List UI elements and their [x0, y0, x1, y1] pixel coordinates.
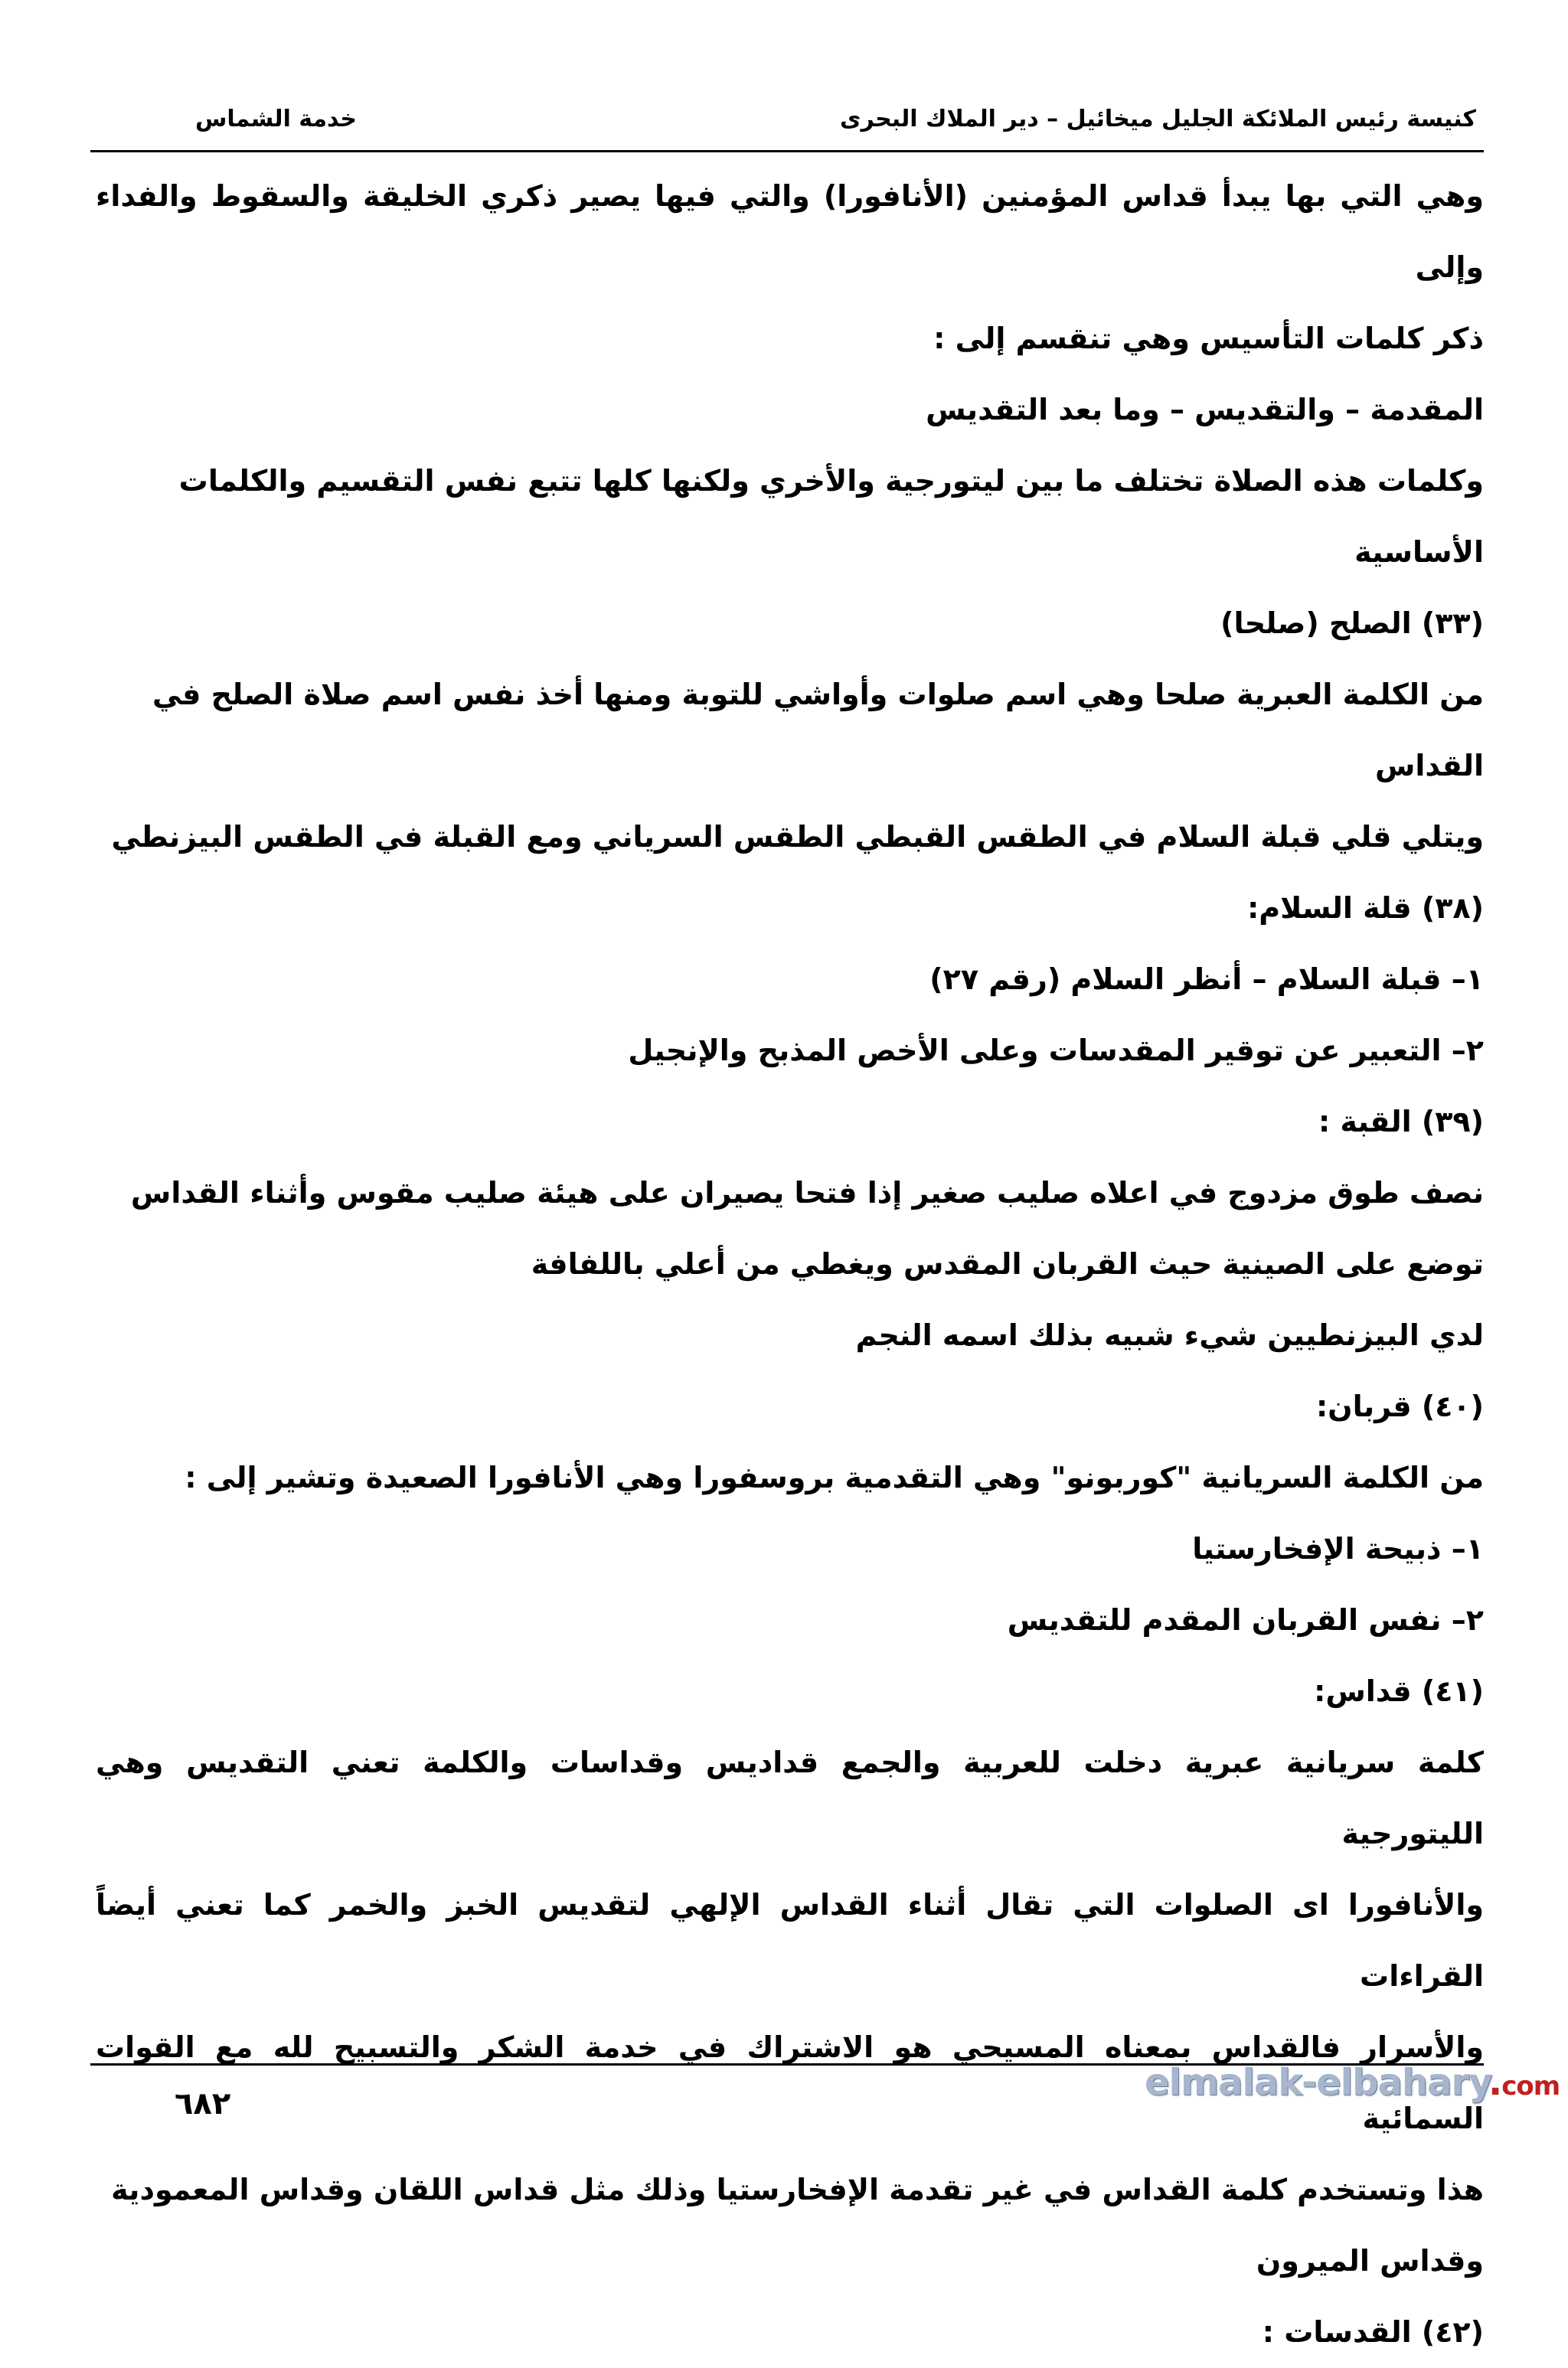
text-line: من الكلمة العبرية صلحا وهي اسم صلوات وأواشي للتوبة ومنها أخذ نفس اسم صلاة الصلح في	[152, 678, 1484, 711]
site-logo-dot: .	[1488, 2061, 1502, 2104]
text-line: المقدمة – والتقديس – وما بعد التقديس	[926, 393, 1484, 426]
body-text	[96, 161, 1484, 2368]
list-item: ١– ذبيحة الإفخارستيا	[1192, 1532, 1484, 1566]
section-heading: (٤١) قداس:	[1314, 1674, 1484, 1708]
text-line: نصف طوق مزدوج في اعلاه صليب صغير إذا فتحا يصيران على هيئة صليب مقوس وأثناء القداس	[130, 1176, 1484, 1210]
text-line: وهي التي بها يبدأ قداس المؤمنين (الأنافورا) والتي فيها يصير ذكري الخليقة والسقوط والفداء وإلى	[96, 179, 1484, 284]
text-line: هذا وتستخدم كلمة القداس في غير تقدمة الإفخارستيا وذلك مثل قداس اللقان وقداس المعمودية	[111, 2173, 1484, 2206]
list-item: ٢– نفس القربان المقدم للتقديس	[1007, 1603, 1484, 1637]
list-item: ٢– التعبير عن توقير المقدسات وعلى الأخص المذبح والإنجيل	[628, 1034, 1484, 1067]
section-heading: (٣٩) القبة :	[1318, 1105, 1484, 1138]
site-logo	[1145, 2061, 1560, 2115]
section-heading: (٣٣) الصلح (صلحا)	[1220, 606, 1484, 640]
text-line: وقداس الميرون	[1256, 2244, 1484, 2278]
text-line: من الكلمة السريانية "كوربونو" وهي التقدمية بروسفورا وهي الأنافورا الصعيدة وتشير إلى :	[185, 1461, 1484, 1494]
header-title-left: خدمة الشماس	[195, 106, 358, 132]
text-line: كلمة سريانية عبرية دخلت للعربية والجمع قداديس وقداسات والكلمة تعني التقديس وهي الليتورجية	[96, 1746, 1484, 1850]
header-title-right: كنيسة رئيس الملائكة الجليل ميخائيل – دير الملاك البحرى	[839, 106, 1476, 132]
text-line: والأنافورا اى الصلوات التي تقال أثناء القداس الإلهي لتقديس الخبز والخمر كما تعني أيضاً القراءات	[96, 1888, 1484, 1993]
text-line: ذكر كلمات التأسيس وهي تنقسم إلى :	[933, 322, 1484, 355]
list-item: ١– قبلة السلام – أنظر السلام (رقم ٢٧)	[929, 962, 1484, 996]
section-heading: (٤٢) القدسات :	[1262, 2315, 1484, 2349]
text-line: والأسرار فالقداس بمعناه المسيحي هو الاشتراك في خدمة الشكر والتسبيح لله مع القوات السمائية	[96, 2030, 1484, 2135]
page-header	[92, 106, 1476, 152]
text-line: القداس	[1374, 749, 1484, 782]
text-line: ويتلي قلي قبلة السلام في الطقس القبطي الطقس السرياني ومع القبلة في الطقس البيزنطي	[111, 820, 1484, 854]
header-divider	[90, 150, 1484, 152]
text-line: لدي البيزنطيين شيء شبيه بذلك اسمه النجم	[855, 1318, 1484, 1352]
page-number: ٦٨٢	[175, 2086, 231, 2121]
text-line: توضع على الصينية حيث القربان المقدس ويغطي من أعلي باللفافة	[531, 1247, 1484, 1281]
site-logo-tld: com	[1501, 2071, 1560, 2102]
section-heading: (٤٠) قربان:	[1315, 1390, 1484, 1423]
text-line: وكلمات هذه الصلاة تختلف ما بين ليتورجية والأخري ولكنها كلها تتبع نفس التقسيم والكلمات	[178, 464, 1484, 498]
section-heading: (٣٨) قلة السلام:	[1247, 891, 1484, 925]
site-logo-name: elmalak-elbahary	[1145, 2061, 1488, 2104]
text-line: الأساسية	[1354, 535, 1484, 569]
